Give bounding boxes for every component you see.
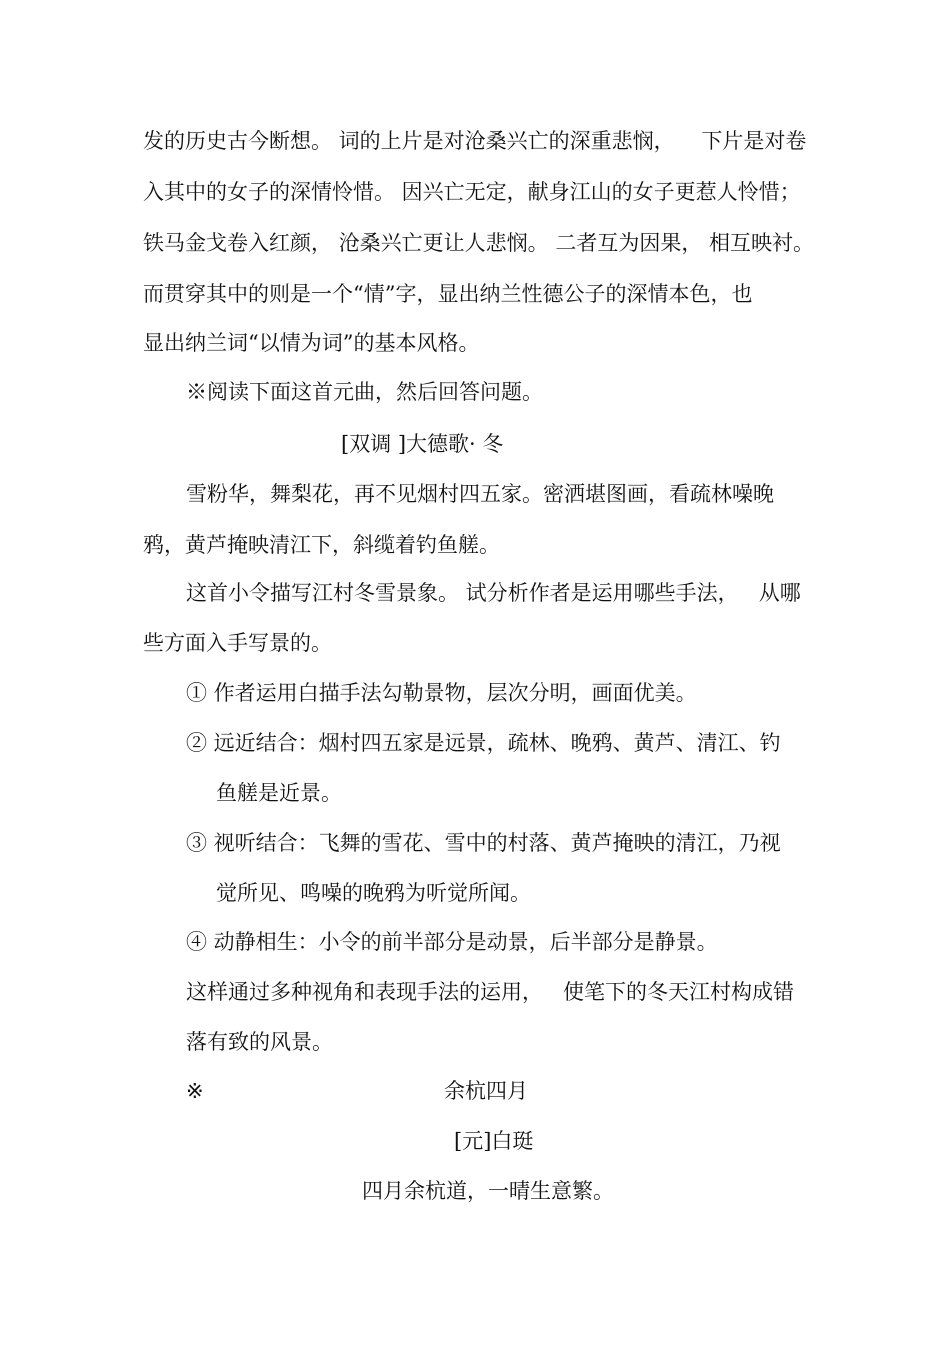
answer-item-4: ④ 动静相生：小令的前半部分是动景，后半部分是静景。: [186, 930, 718, 954]
question-text: 些方面入手写景的。: [143, 631, 332, 655]
answer-item-3-cont: 觉所见、鸣噪的晚鸦为听觉所闻。: [216, 881, 531, 905]
question-text: 这首小令描写江村冬雪景象。 试分析作者是运用哪些手法， 从哪: [186, 581, 801, 605]
answer-item-2: ② 远近结合：烟村四五家是远景，疏林、晚鸦、黄芦、清江、钓: [186, 731, 781, 755]
answer-item-2-cont: 鱼艖是近景。: [216, 781, 342, 805]
poem-title: 余杭四月: [444, 1079, 528, 1103]
text-line: 铁马金戈卷入红颜， 沧桑兴亡更让人悲悯。 二者互为因果， 相互映衬。: [143, 231, 815, 255]
poem-text-line: 雪粉华，舞梨花，再不见烟村四五家。密洒堪图画，看疏林噪晚: [186, 482, 774, 506]
poem-title: [双调 ]大德歌· 冬: [341, 432, 504, 456]
question-prompt: ※阅读下面这首元曲，然后回答问题。: [186, 380, 543, 404]
answer-summary: 这样通过多种视角和表现手法的运用， 使笔下的冬天江村构成错: [186, 980, 795, 1004]
text-line: 显出纳兰词“以情为词”的基本风格。: [143, 331, 480, 355]
text-line: 入其中的女子的深情怜惜。 因兴亡无定，献身江山的女子更惹人怜惜；: [143, 180, 801, 204]
poem-text-line: 四月余杭道，一晴生意繁。: [362, 1179, 614, 1203]
text-line: 而贯穿其中的则是一个“情”字，显出纳兰性德公子的深情本色，也: [143, 282, 753, 306]
poem-author: [元]白珽: [454, 1129, 534, 1153]
reference-mark: ※: [186, 1079, 204, 1103]
answer-summary-cont: 落有致的风景。: [186, 1030, 333, 1054]
poem-text-line: 鸦，黄芦掩映清江下，斜缆着钓鱼艖。: [143, 533, 500, 557]
answer-item-1: ① 作者运用白描手法勾勒景物，层次分明，画面优美。: [186, 681, 697, 705]
text-line: 发的历史古今断想。 词的上片是对沧桑兴亡的深重悲悯， 下片是对卷: [143, 129, 807, 153]
answer-item-3: ③ 视听结合：飞舞的雪花、雪中的村落、黄芦掩映的清江，乃视: [186, 831, 781, 855]
